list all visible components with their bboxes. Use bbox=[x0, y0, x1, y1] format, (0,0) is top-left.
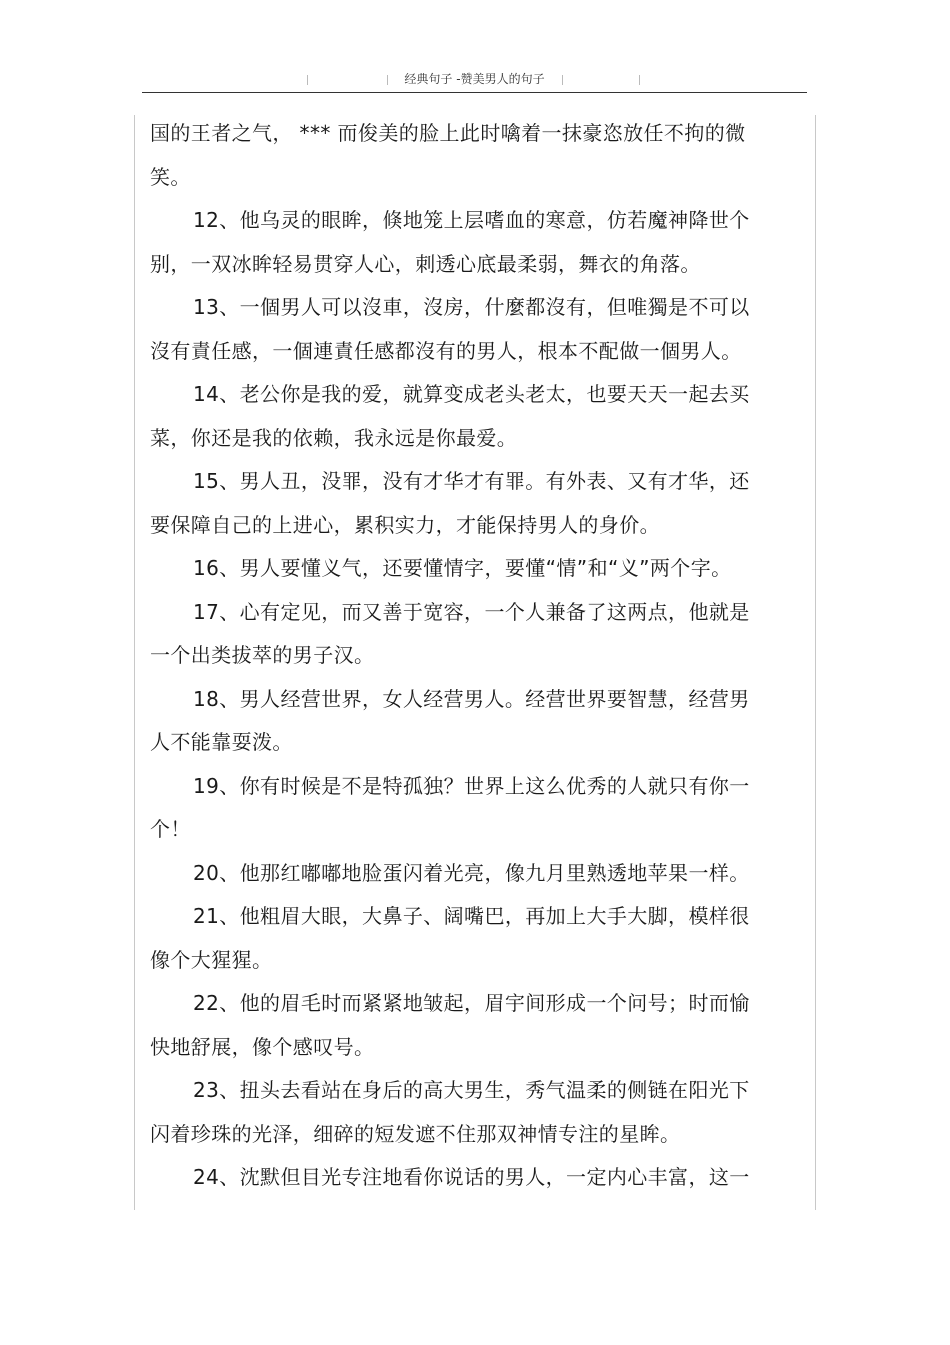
text-line: 16、男人要懂义气，还要懂情字，要懂“情”和“义”两个字。 bbox=[193, 556, 732, 580]
page-header bbox=[142, 62, 807, 93]
text-line: 别，一双冰眸轻易贯穿人心，刺透心底最柔弱，舞衣的角落。 bbox=[150, 251, 701, 276]
left-margin-rule bbox=[134, 115, 135, 1210]
text-line: 19、你有时候是不是特孤独？世界上这么优秀的人就只有你一 bbox=[193, 773, 750, 798]
text-line: 沒有責任感，一個連責任感都沒有的男人，根本不配做一個男人。 bbox=[150, 338, 742, 363]
text-line: 24、沈默但目光专注地看你说话的男人，一定内心丰富，这一 bbox=[193, 1165, 750, 1189]
text-line: 像个大猩猩。 bbox=[150, 947, 273, 972]
text-line: 20、他那红嘟嘟地脸蛋闪着光亮，像九月里熟透地苹果一样。 bbox=[193, 860, 750, 885]
text-line: 闪着珍珠的光泽，细碎的短发遮不住那双神情专注的星眸。 bbox=[150, 1121, 681, 1146]
header-tick-right-outer bbox=[639, 75, 640, 85]
text-line: 18、男人经营世界，女人经营男人。经营世界要智慧，经营男 bbox=[193, 686, 750, 711]
text-line: 12、他乌灵的眼眸，倏地笼上层嗜血的寒意，仿若魔神降世个 bbox=[193, 208, 750, 232]
text-line: 一个出类拔萃的男子汉。 bbox=[150, 643, 375, 667]
text-line: 14、老公你是我的爱，就算变成老头老太，也要天天一起去买 bbox=[193, 382, 750, 406]
header-title: 经典句子 -赞美男人的句子 bbox=[404, 72, 545, 86]
text-line: 22、他的眉毛时而紧紧地皱起，眉宇间形成一个问号；时而愉 bbox=[193, 991, 750, 1015]
text-line: 21、他粗眉大眼，大鼻子、阔嘴巴，再加上大手大脚，模样很 bbox=[193, 904, 750, 928]
text-line: 笑。 bbox=[150, 164, 191, 189]
text-line: 菜，你还是我的依赖，我永远是你最爱。 bbox=[150, 425, 518, 450]
text-line: 13、一個男人可以沒車，沒房，什麼都沒有，但唯獨是不可以 bbox=[193, 295, 750, 319]
text-line: 要保障自己的上进心，累积实力，才能保持男人的身价。 bbox=[150, 512, 660, 537]
text-line: 快地舒展，像个感叹号。 bbox=[150, 1034, 375, 1059]
text-line: 17、心有定见，而又善于宽容，一个人兼备了这两点，他就是 bbox=[193, 599, 750, 624]
header-tick-right bbox=[562, 75, 563, 85]
text-line: 15、男人丑，没罪，没有才华才有罪。有外表、又有才华，还 bbox=[193, 469, 750, 493]
text-line: 国的王者之气， *** 而俊美的脸上此时噙着一抹豪恣放任不拘的微 bbox=[150, 121, 746, 145]
text-line: 23、扭头去看站在身后的高大男生，秀气温柔的侧链在阳光下 bbox=[193, 1078, 750, 1102]
document-body bbox=[150, 112, 790, 1200]
right-margin-rule bbox=[815, 115, 816, 1210]
text-line: 个！ bbox=[150, 817, 191, 841]
text-line: 人不能靠耍泼。 bbox=[150, 730, 293, 754]
